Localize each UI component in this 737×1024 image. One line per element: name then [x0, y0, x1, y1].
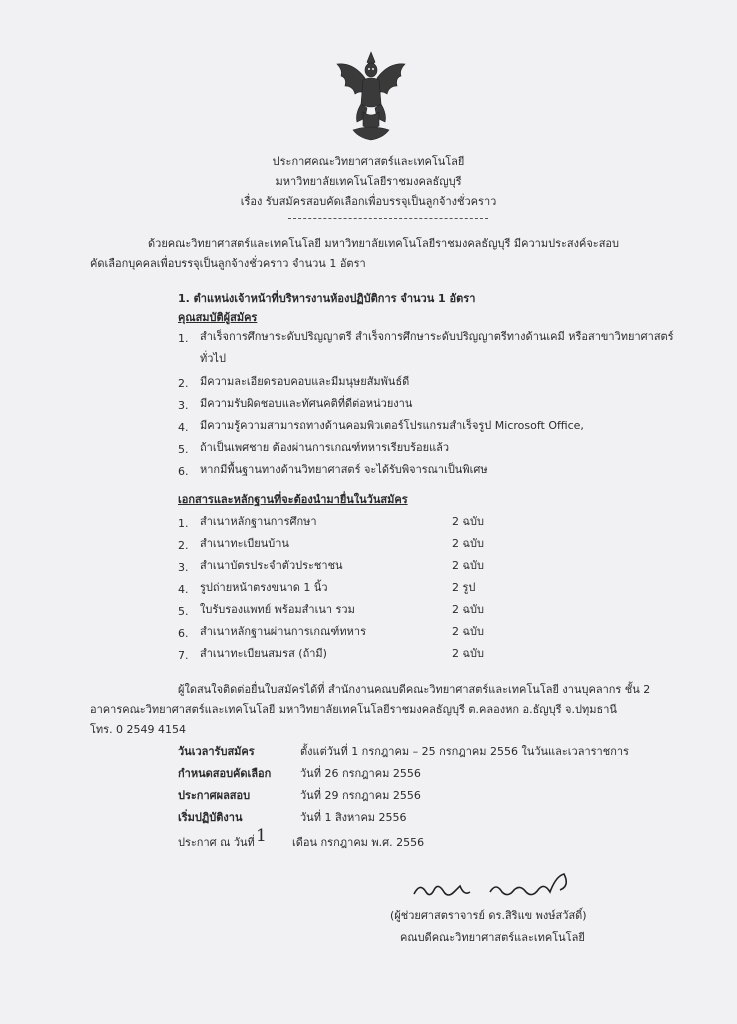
list-item: สำเนาทะเบียนบ้าน — [200, 537, 289, 550]
list-item-qty: 2 รูป — [452, 581, 476, 594]
announce-month-year: เดือน กรกฎาคม พ.ศ. 2556 — [292, 836, 425, 849]
signatory-title: คณบดีคณะวิทยาศาสตร์และเทคโนโลยี — [400, 931, 585, 944]
list-item: มีความรู้ความสามารถทางด้านคอมพิวเตอร์โปรแกรมสำเร็จรูป Microsoft Office, — [200, 419, 584, 432]
contact-line-2: อาคารคณะวิทยาศาสตร์และเทคโนโลยี มหาวิทยาลัยเทคโนโลยีราชมงคลธัญบุรี ต.คลองหก อ.ธัญบุรี จ.ปทุมธานี — [90, 703, 617, 716]
list-item: สำเร็จการศึกษาระดับปริญญาตรี สำเร็จการศึกษาระดับปริญญาตรีทางด้านเคมี หรือสาขาวิทยาศาสตร์ — [200, 330, 674, 343]
divider — [288, 218, 488, 219]
list-item-number: 4. — [178, 583, 189, 596]
list-item-number: 3. — [178, 399, 189, 412]
list-item-number: 1. — [178, 332, 189, 345]
garuda-emblem-icon — [333, 48, 409, 144]
announce-day: 1 — [256, 826, 267, 846]
list-item-number: 1. — [178, 517, 189, 530]
list-item-number: 6. — [178, 465, 189, 478]
schedule-label: วันเวลารับสมัคร — [178, 745, 255, 758]
list-item: รูปถ่ายหน้าตรงขนาด 1 นิ้ว — [200, 581, 328, 594]
header-subject: เรื่อง รับสมัครสอบคัดเลือกเพื่อบรรจุเป็นลูกจ้างชั่วคราว — [240, 195, 497, 208]
schedule-value: ตั้งแต่วันที่ 1 กรกฎาคม – 25 กรกฎาคม 2556 ในวันและเวลาราชการ — [300, 745, 629, 758]
list-item-qty: 2 ฉบับ — [452, 625, 484, 638]
list-item: ใบรับรองแพทย์ พร้อมสำเนา รวม — [200, 603, 355, 616]
list-item-qty: 2 ฉบับ — [452, 515, 484, 528]
list-item: สำเนาบัตรประจำตัวประชาชน — [200, 559, 343, 572]
header-line-2: มหาวิทยาลัยเทคโนโลยีราชมงคลธัญบุรี — [275, 175, 462, 188]
list-item-qty: 2 ฉบับ — [452, 559, 484, 572]
list-item: มีความรับผิดชอบและทัศนคติที่ดีต่อหน่วยงาน — [200, 397, 413, 410]
qualifications-heading: คุณสมบัติผู้สมัคร — [178, 311, 258, 324]
list-item: หากมีพื้นฐานทางด้านวิทยาศาสตร์ จะได้รับพิจารณาเป็นพิเศษ — [200, 463, 488, 476]
list-item: สำเนาหลักฐานผ่านการเกณฑ์ทหาร — [200, 625, 366, 638]
list-item-number: 4. — [178, 421, 189, 434]
list-item-number: 3. — [178, 561, 189, 574]
list-item-qty: 2 ฉบับ — [452, 647, 484, 660]
signatory-name: (ผู้ช่วยศาสตราจารย์ ดร.สิริแข พงษ์สวัสดิ์) — [390, 909, 587, 922]
list-item-number: 5. — [178, 605, 189, 618]
schedule-value: วันที่ 26 กรกฎาคม 2556 — [300, 767, 421, 780]
intro-line-2: คัดเลือกบุคคลเพื่อบรรจุเป็นลูกจ้างชั่วคราว จำนวน 1 อัตรา — [90, 257, 366, 270]
list-item-number: 5. — [178, 443, 189, 456]
position-title: 1. ตำแหน่งเจ้าหน้าที่บริหารงานห้องปฏิบัติการ จำนวน 1 อัตรา — [178, 292, 476, 305]
list-item-qty: 2 ฉบับ — [452, 603, 484, 616]
contact-line-1: ผู้ใดสนใจติดต่อยื่นใบสมัครได้ที่ สำนักงานคณบดีคณะวิทยาศาสตร์และเทคโนโลยี งานบุคลากร ชั้น 2 — [178, 683, 651, 696]
schedule-label: ประกาศผลสอบ — [178, 789, 251, 802]
list-item-number: 2. — [178, 377, 189, 390]
schedule-label: กำหนดสอบคัดเลือก — [178, 767, 272, 780]
header-line-1: ประกาศคณะวิทยาศาสตร์และเทคโนโลยี — [272, 155, 465, 168]
contact-phone: โทร. 0 2549 4154 — [90, 723, 187, 736]
list-item: สำเนาทะเบียนสมรส (ถ้ามี) — [200, 647, 327, 660]
schedule-value: วันที่ 1 สิงหาคม 2556 — [300, 811, 407, 824]
list-item-qty: 2 ฉบับ — [452, 537, 484, 550]
list-item: สำเนาหลักฐานการศึกษา — [200, 515, 317, 528]
documents-heading: เอกสารและหลักฐานที่จะต้องนำมายื่นในวันสมัคร — [178, 493, 408, 506]
list-item-number: 2. — [178, 539, 189, 552]
list-item-number: 6. — [178, 627, 189, 640]
intro-line-1: ด้วยคณะวิทยาศาสตร์และเทคโนโลยี มหาวิทยาลัยเทคโนโลยีราชมงคลธัญบุรี มีความประสงค์จะสอบ — [148, 237, 620, 250]
list-item: ถ้าเป็นเพศชาย ต้องผ่านการเกณฑ์ทหารเรียบร้อยแล้ว — [200, 441, 450, 454]
list-item: ทั่วไป — [200, 352, 226, 365]
handwritten-signature-icon — [410, 868, 600, 904]
schedule-label: เริ่มปฏิบัติงาน — [178, 811, 243, 824]
list-item: มีความละเอียดรอบคอบและมีมนุษยสัมพันธ์ดี — [200, 375, 410, 388]
announce-prefix: ประกาศ ณ วันที่ — [178, 836, 255, 849]
list-item-number: 7. — [178, 649, 189, 662]
schedule-value: วันที่ 29 กรกฎาคม 2556 — [300, 789, 421, 802]
